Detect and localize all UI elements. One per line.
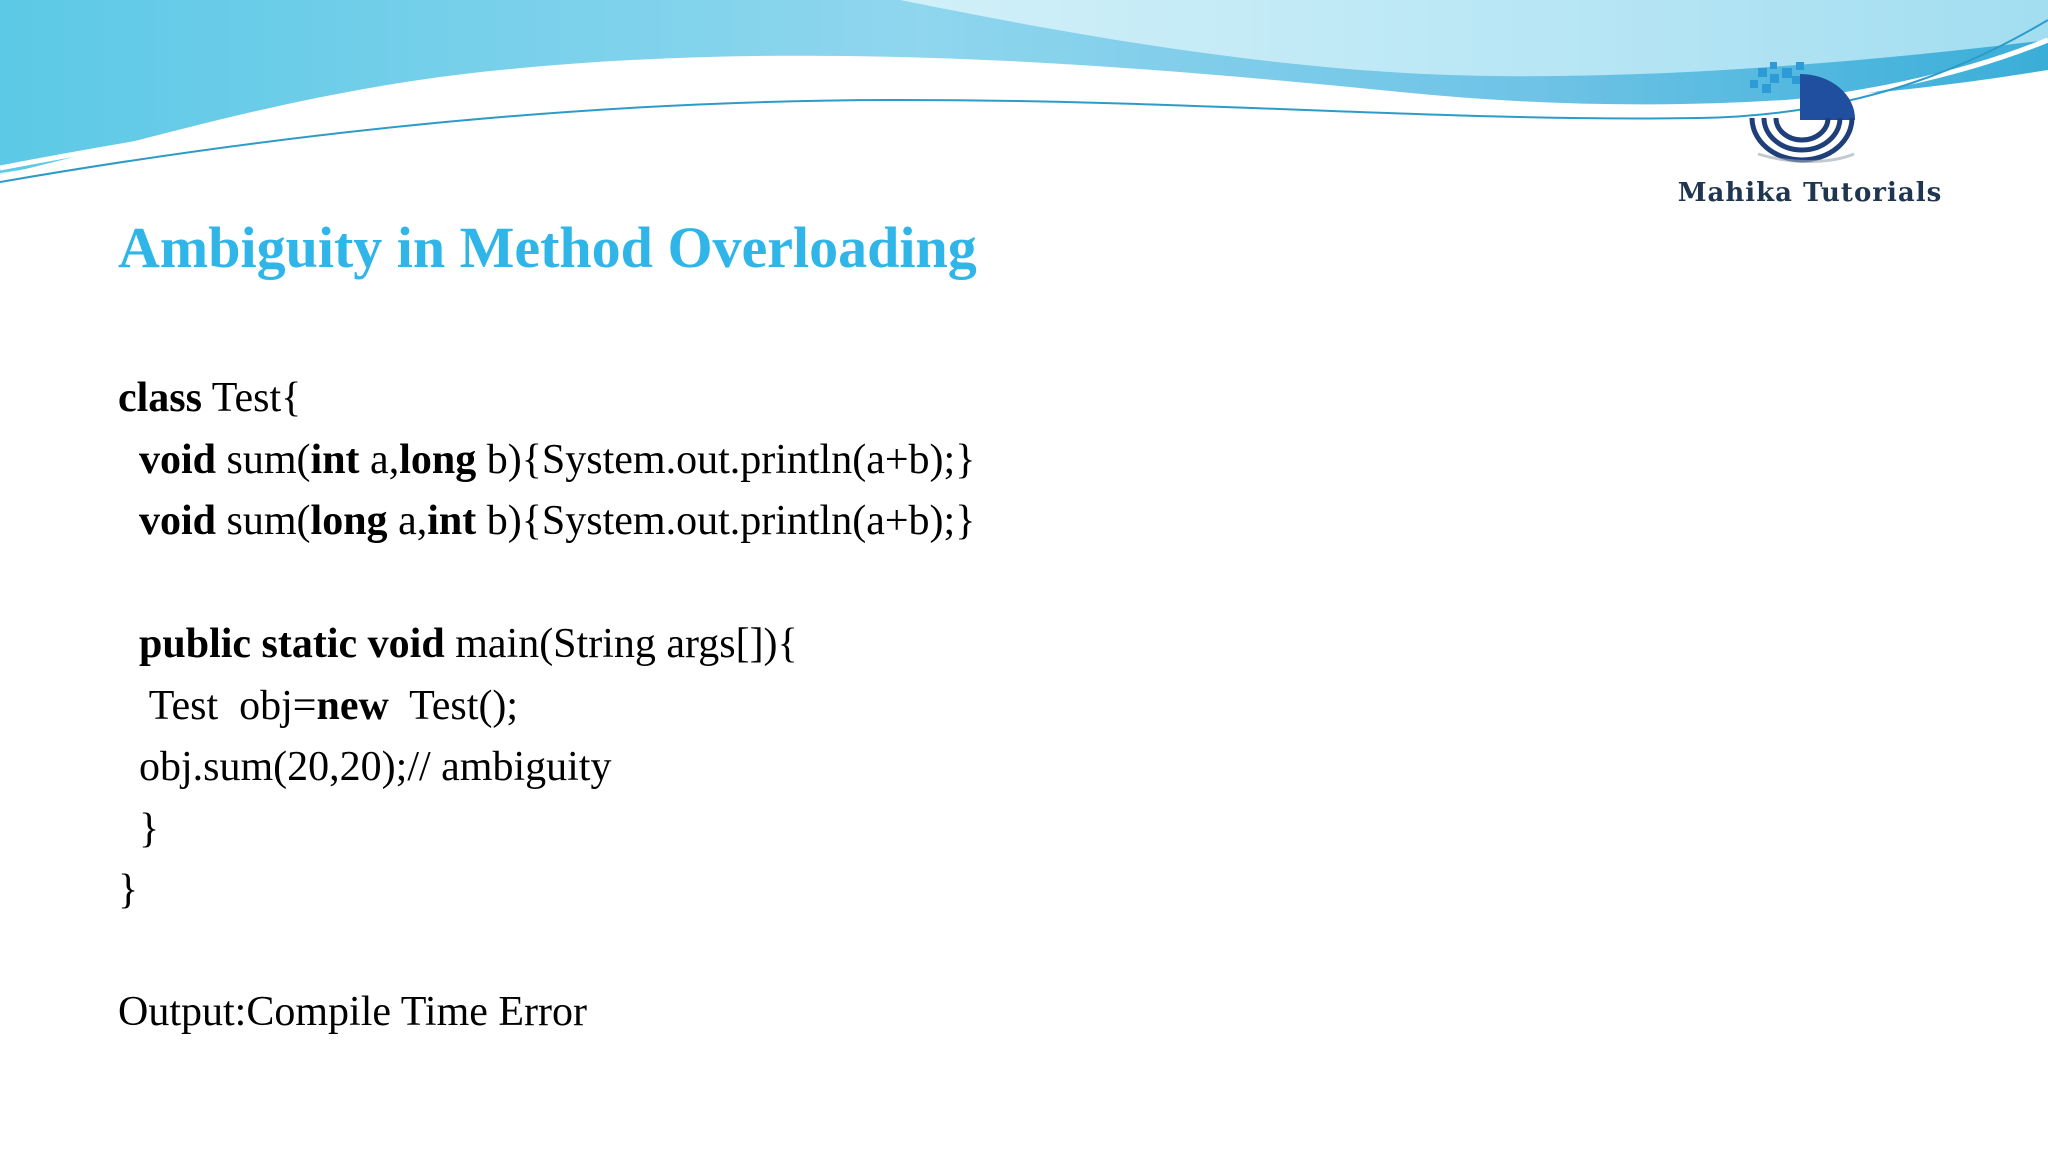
code-line: obj.sum(20,20);// ambiguity <box>118 744 612 790</box>
code-keyword: void <box>139 436 217 483</box>
code-text: Test(); <box>388 682 519 729</box>
code-text: b){System.out.println(a+b);} <box>476 498 976 544</box>
code-keyword: long <box>310 498 388 544</box>
code-line <box>118 491 975 553</box>
code-line-blank <box>118 553 975 615</box>
code-text: main(String args[]){ <box>444 621 798 667</box>
code-line <box>118 614 975 676</box>
code-text: a, <box>387 498 428 544</box>
code-indent <box>118 498 139 544</box>
code-line <box>118 368 975 430</box>
code-line: } <box>118 805 160 852</box>
code-text: a, <box>359 436 400 483</box>
output-text: Output:Compile Time Error <box>118 989 588 1035</box>
code-line <box>118 676 975 738</box>
code-text: sum( <box>216 498 311 544</box>
code-text: Test{ <box>202 375 302 421</box>
code-keyword: class <box>118 375 202 421</box>
logo-text: Mahika Tutorials <box>1677 178 1943 208</box>
code-keyword: public static void <box>139 621 445 667</box>
code-indent <box>118 621 139 667</box>
code-line <box>118 430 975 492</box>
code-text: Test obj= <box>118 682 317 729</box>
code-keyword: int <box>310 436 360 483</box>
code-keyword: long <box>399 436 477 483</box>
code-indent <box>118 437 139 483</box>
slide-title: Ambiguity in Method Overloading <box>118 215 977 280</box>
code-text: sum( <box>216 436 311 483</box>
code-keyword: new <box>316 682 389 729</box>
logo <box>1650 60 1970 230</box>
mahika-logo-icon <box>1730 60 1890 170</box>
code-line: } <box>118 867 139 913</box>
code-text: b){System.out.println(a+b);} <box>476 436 976 483</box>
code-keyword: int <box>427 498 477 544</box>
code-block <box>118 368 975 922</box>
code-keyword: void <box>139 498 217 544</box>
